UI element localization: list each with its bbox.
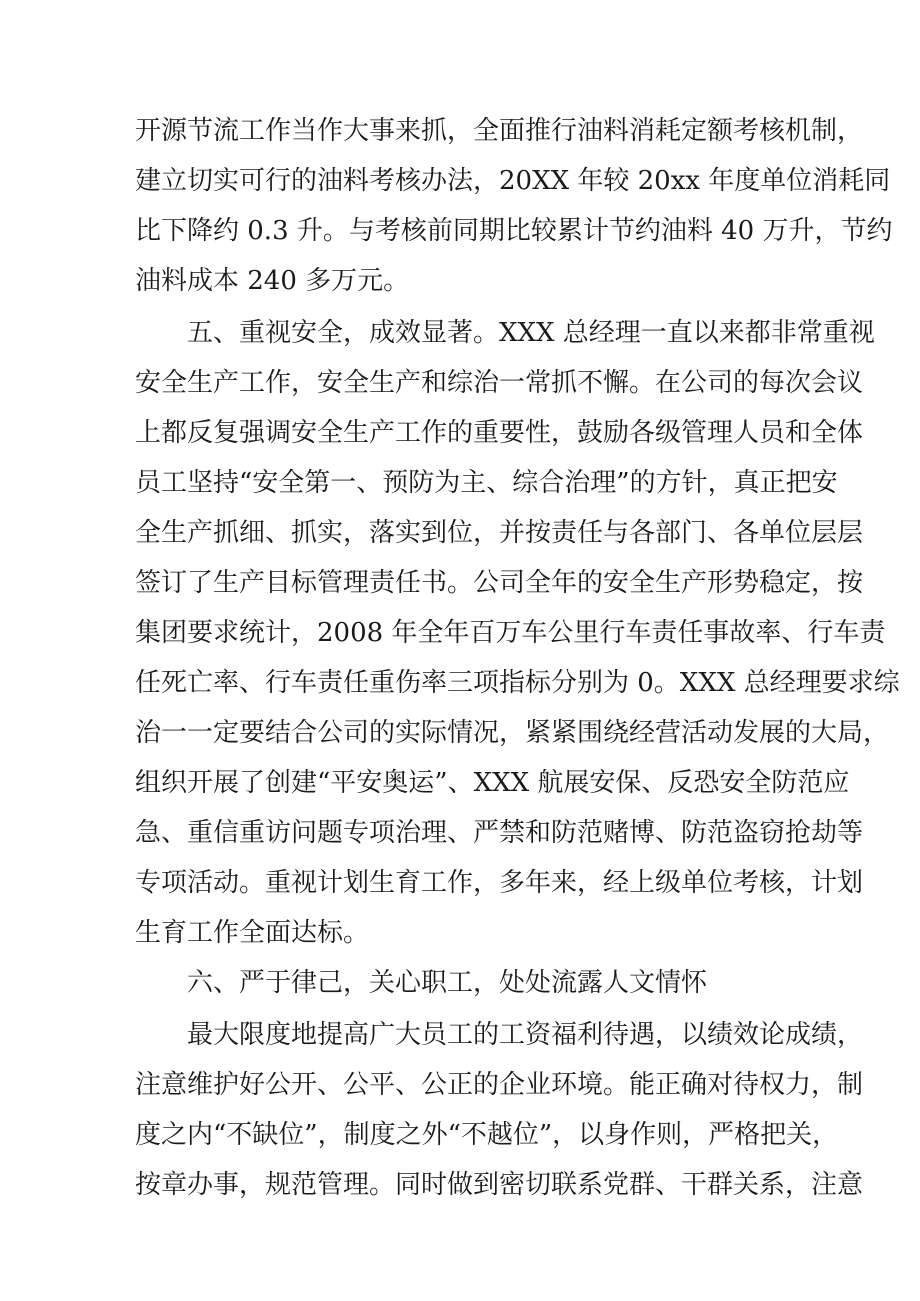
- text-line: 开源节流工作当作大事来抓，全面推行油料消耗定额考核机制，: [135, 116, 864, 146]
- text-line: 安全生产工作，安全生产和综治一常抓不懈。在公司的每次会议: [135, 368, 864, 398]
- text-line: 组织开展了创建“平安奥运”、XXX 航展安保、反恐安全防范应: [135, 768, 850, 798]
- text-line: 全生产抓细、抓实，落实到位，并按责任与各部门、各单位层层: [135, 518, 864, 548]
- text-line: 最大限度地提高广大员工的工资福利待遇，以绩效论成绩，: [187, 1020, 864, 1050]
- text-line: 生育工作全面达标。: [135, 918, 370, 948]
- section-heading-line: 五、重视安全，成效显著。XXX 总经理一直以来都非常重视: [187, 318, 875, 348]
- text-line: 任死亡率、行车责任重伤率三项指标分别为 0。XXX 总经理要求综: [135, 668, 900, 698]
- text-line: 专项活动。重视计划生育工作，多年来，经上级单位考核，计划: [135, 868, 864, 898]
- text-line: 按章办事，规范管理。同时做到密切联系党群、干群关系，注意: [135, 1170, 864, 1200]
- text-line: 度之内“不缺位”，制度之外“不越位”，以身作则，严格把关，: [135, 1120, 839, 1150]
- text-line: 治一一定要结合公司的实际情况，紧紧围绕经营活动发展的大局，: [135, 718, 890, 748]
- text-line: 急、重信重访问题专项治理、严禁和防范赌博、防范盗窃抢劫等: [135, 818, 864, 848]
- text-line: 注意维护好公开、公平、公正的企业环境。能正确对待权力，制: [135, 1070, 864, 1100]
- text-line: 签订了生产目标管理责任书。公司全年的安全生产形势稳定，按: [135, 568, 864, 598]
- text-line: 油料成本 240 多万元。: [135, 266, 410, 296]
- text-line: 上都反复强调安全生产工作的重要性，鼓励各级管理人员和全体: [135, 418, 864, 448]
- section-heading-line: 六、严于律己，关心职工，处处流露人文情怀: [187, 968, 708, 998]
- text-line: 建立切实可行的油料考核办法，20XX 年较 20xx 年度单位消耗同: [135, 166, 891, 196]
- text-line: 比下降约 0.3 升。与考核前同期比较累计节约油料 40 万升，节约: [135, 216, 893, 246]
- text-line: 集团要求统计，2008 年全年百万车公里行车责任事故率、行车责: [135, 618, 886, 648]
- text-line: 员工坚持“安全第一、预防为主、综合治理”的方针，真正把安: [135, 468, 838, 498]
